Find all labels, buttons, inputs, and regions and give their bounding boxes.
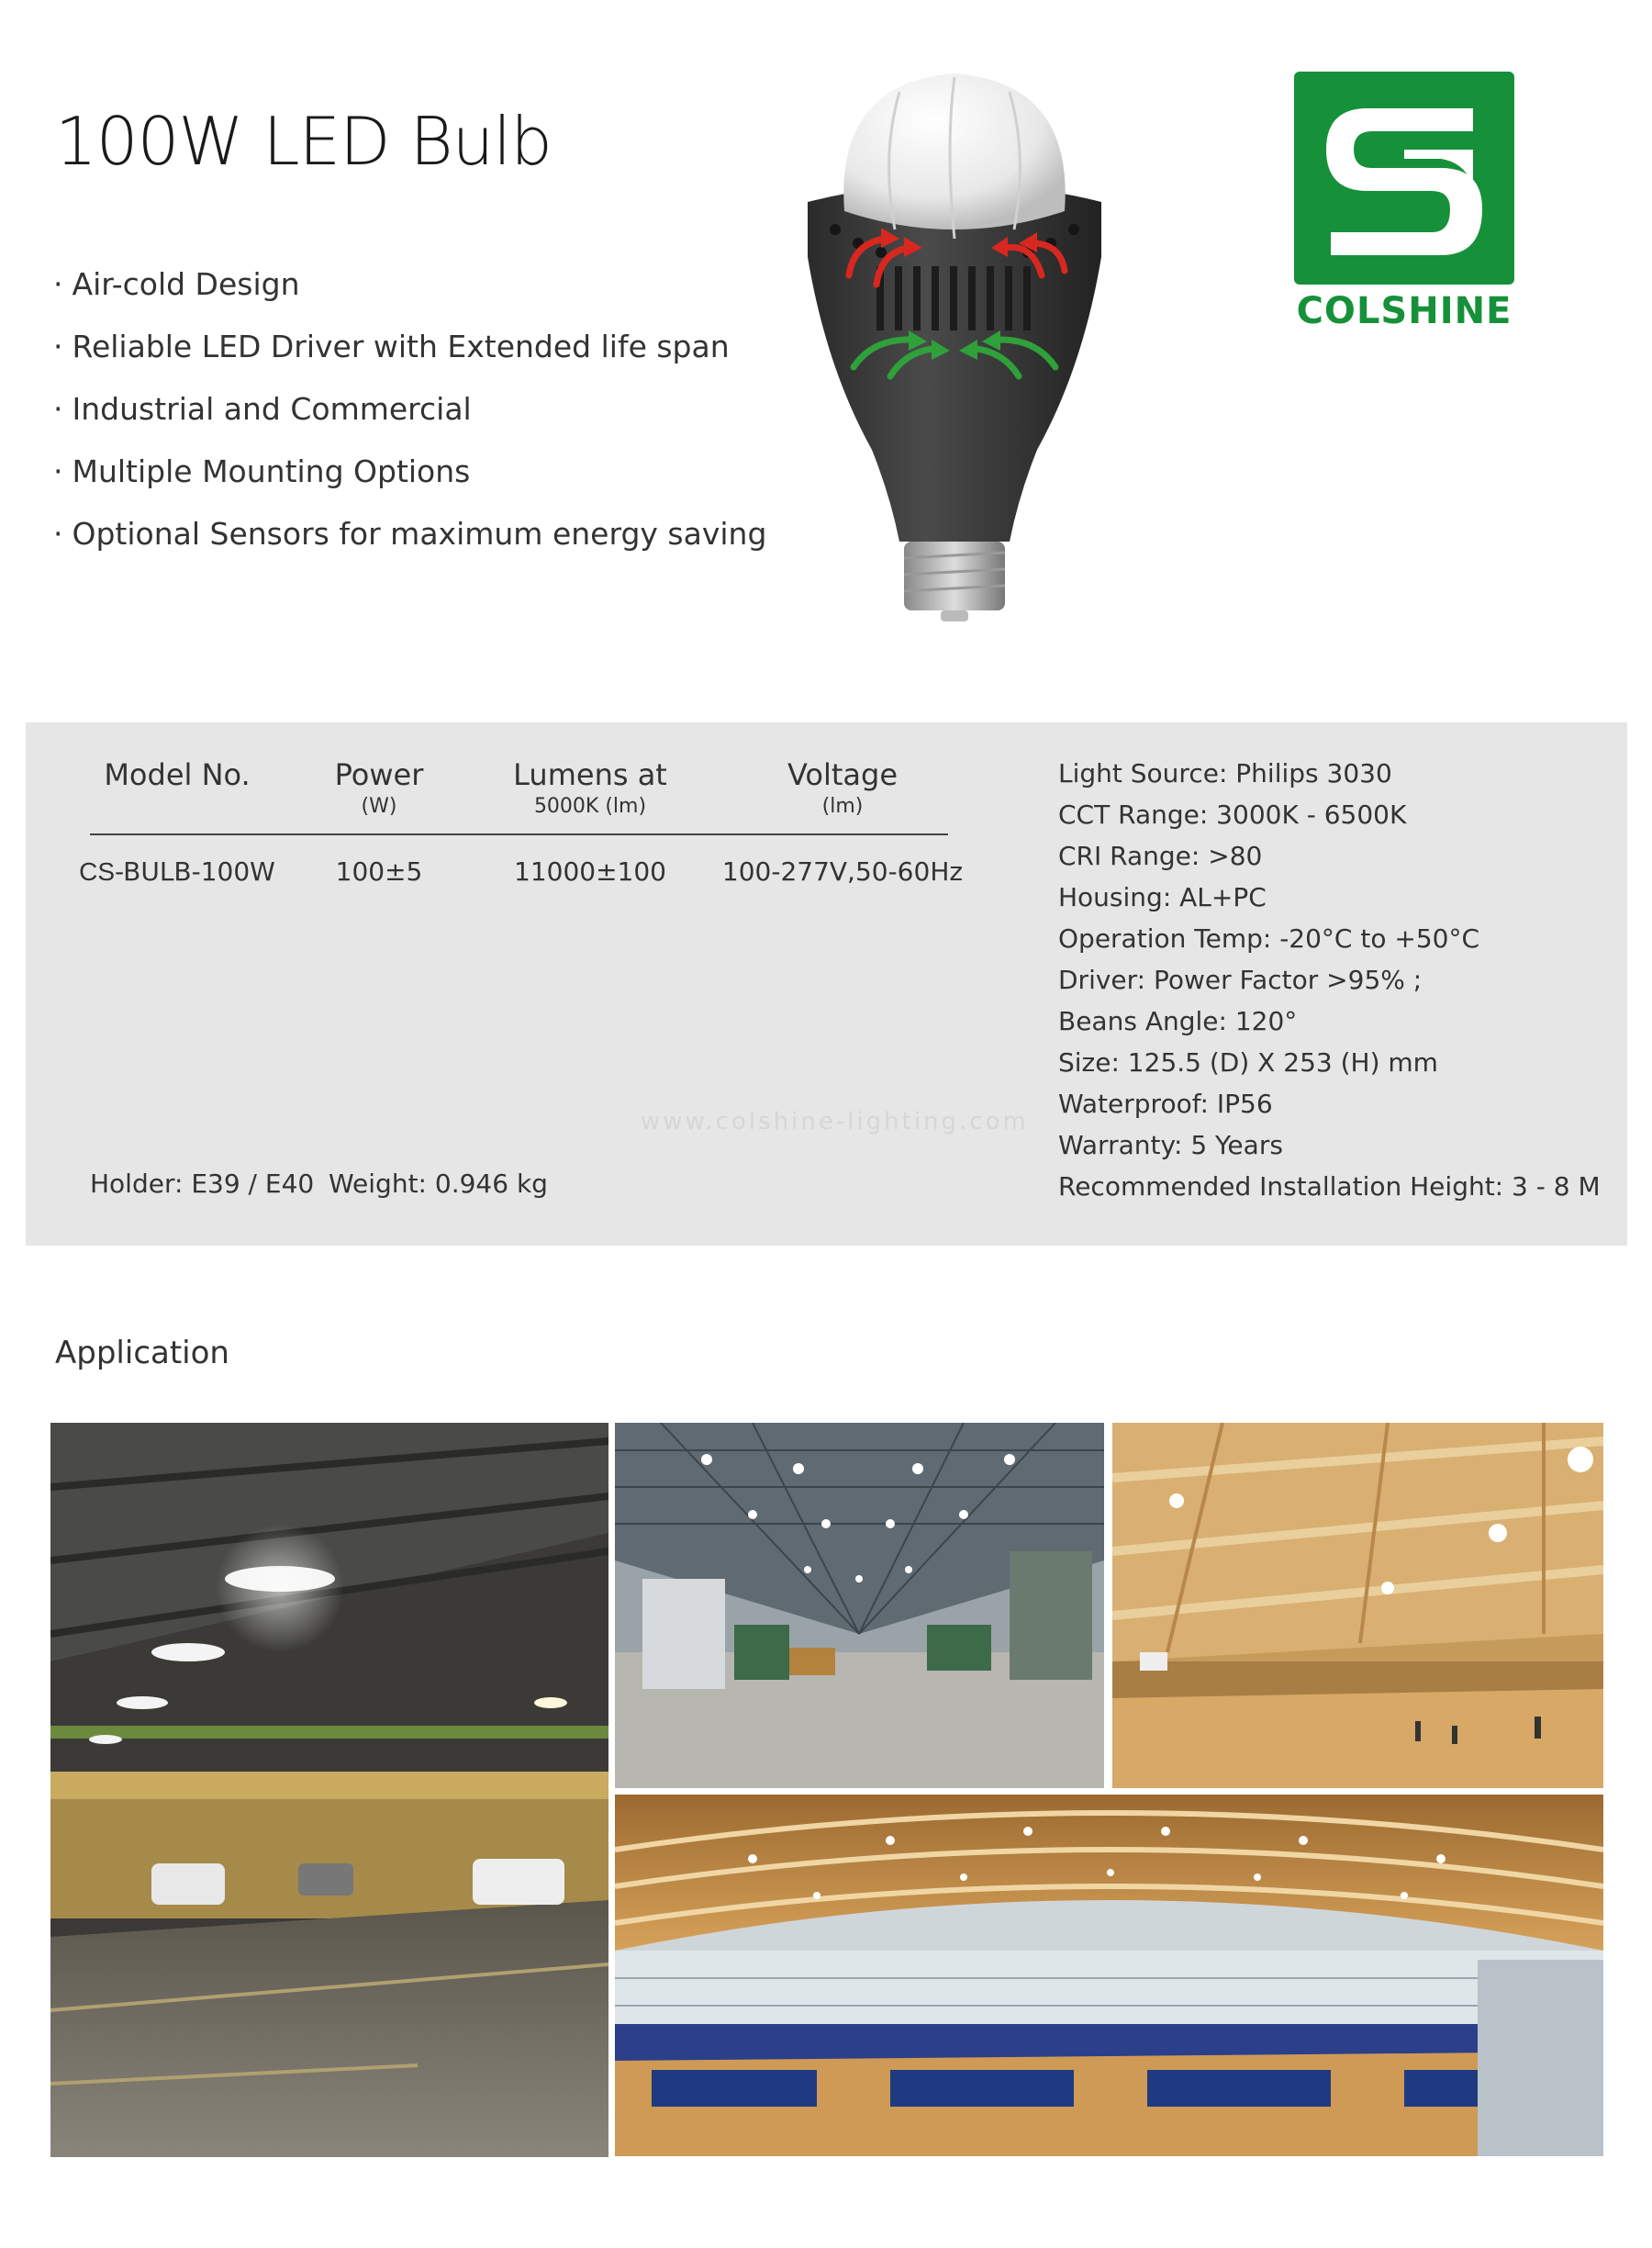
table-rule [90, 833, 948, 835]
feature-item: · Multiple Mounting Options [53, 453, 471, 489]
header-power-unit: (W) [361, 795, 397, 818]
logo-text: COLSHINE [1296, 290, 1512, 332]
feature-item: · Reliable LED Driver with Extended life span [53, 329, 730, 364]
spec-item: Driver: Power Factor >95% ; [1058, 965, 1423, 995]
photo-arena-courts [615, 1795, 1603, 2156]
photo-factory-interior [615, 1423, 1104, 1788]
feature-list [53, 259, 766, 571]
spec-item: Size: 125.5 (D) X 253 (H) mm [1058, 1047, 1438, 1078]
led-bulb-image [771, 64, 1138, 633]
cell-model: CS-BULB-100W [79, 856, 275, 887]
watermark: www.colshine-lighting.com [641, 1108, 1029, 1135]
spec-item: Operation Temp: -20°C to +50°C [1058, 923, 1480, 954]
header-lumens-unit: 5000K (lm) [533, 795, 647, 818]
cell-power: 100±5 [335, 856, 423, 887]
holder-info: Holder: E39 / E40 [90, 1169, 315, 1199]
photo-parking-canopy [50, 1423, 608, 2157]
spec-item: Housing: AL+PC [1058, 882, 1267, 912]
page-title: 100W LED Bulb [55, 103, 552, 180]
feature-item: · Optional Sensors for maximum energy saving [53, 516, 767, 552]
spec-item: Beans Angle: 120° [1058, 1006, 1298, 1036]
spec-item: Waterproof: IP56 [1058, 1089, 1273, 1119]
spec-item: Recommended Installation Height: 3 - 8 M [1058, 1171, 1601, 1202]
photo-gymnasium [1112, 1423, 1603, 1788]
header-power: Power [334, 757, 424, 792]
header-lumens: Lumens at [513, 757, 667, 792]
cell-lumens: 11000±100 [514, 856, 666, 887]
feature-item: · Industrial and Commercial [53, 391, 472, 427]
header-voltage: Voltage [787, 757, 899, 792]
header-voltage-unit: (lm) [821, 795, 864, 818]
spec-panel [26, 722, 1627, 1246]
feature-item: · Air-cold Design [53, 266, 300, 302]
weight-info: Weight: 0.946 kg [329, 1169, 548, 1199]
header-model: Model No. [104, 757, 251, 792]
application-heading: Application [55, 1335, 229, 1371]
cell-voltage: 100-277V,50-60Hz [721, 856, 964, 887]
spec-item: CCT Range: 3000K - 6500K [1058, 800, 1407, 830]
spec-item: CRI Range: >80 [1058, 841, 1263, 871]
spec-item: Light Source: Philips 3030 [1058, 758, 1392, 788]
spec-item: Warranty: 5 Years [1058, 1130, 1283, 1160]
